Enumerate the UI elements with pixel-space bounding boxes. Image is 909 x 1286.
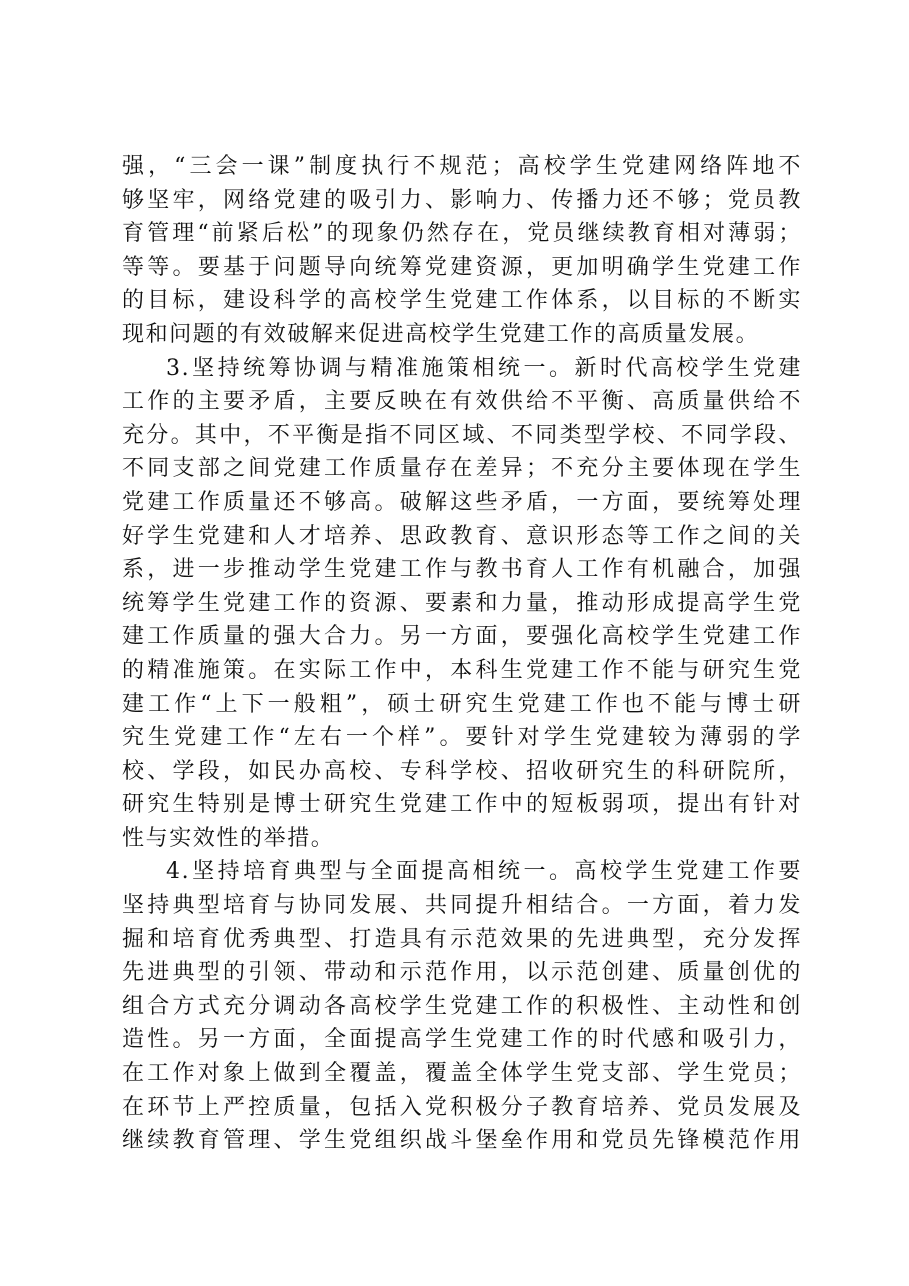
- text-line: 性与实效性的举措。: [122, 825, 335, 851]
- text-line: 掘和培育优秀典型、打造具有示范效果的先进典型，充分发挥: [122, 926, 802, 952]
- text-line: 继续教育管理、学生党组织战斗堡垒作用和党员先锋模范作用: [122, 1128, 802, 1154]
- paragraph-first-line: 3.坚持统筹协调与精准施策相统一。新时代高校学生党建: [166, 355, 802, 381]
- body-text: [122, 150, 802, 1158]
- text-line: 的目标，建设科学的高校学生党建工作体系，以目标的不断实: [122, 288, 802, 314]
- text-line: 工作的主要矛盾，主要反映在有效供给不平衡、高质量供给不: [122, 389, 802, 415]
- text-line: 系，进一步推动学生党建工作与教书育人工作有机融合，加强: [122, 557, 802, 583]
- text-line: 的精准施策。在实际工作中，本科生党建工作不能与研究生党: [122, 657, 802, 683]
- text-line: 研究生特别是博士研究生党建工作中的短板弱项，提出有针对: [122, 792, 802, 818]
- text-line: 现和问题的有效破解来促进高校学生党建工作的高质量发展。: [122, 321, 760, 347]
- text-line: 建工作质量的强大合力。另一方面，要强化高校学生党建工作: [122, 624, 802, 650]
- text-line: 强，“三会一课”制度执行不规范；高校学生党建网络阵地不: [122, 154, 802, 179]
- text-line: 究生党建工作“左右一个样”。要针对学生党建较为薄弱的学: [122, 725, 802, 751]
- text-line: 组合方式充分调动各高校学生党建工作的积极性、主动性和创: [122, 993, 802, 1019]
- paragraph-first-line: 4.坚持培育典型与全面提高相统一。高校学生党建工作要: [166, 859, 802, 885]
- text-line: 好学生党建和人才培养、思政教育、意识形态等工作之间的关: [122, 523, 802, 549]
- text-line: 党建工作质量还不够高。破解这些矛盾，一方面，要统筹处理: [122, 489, 802, 515]
- text-line: 坚持典型培育与协同发展、共同提升相结合。一方面，着力发: [122, 893, 802, 919]
- text-line: 够坚牢，网络党建的吸引力、影响力、传播力还不够；党员教: [122, 187, 802, 213]
- text-line: 育管理“前紧后松”的现象仍然存在，党员继续教育相对薄弱；: [122, 221, 802, 247]
- text-line: 等等。要基于问题导向统筹党建资源，更加明确学生党建工作: [122, 254, 802, 280]
- text-line: 造性。另一方面，全面提高学生党建工作的时代感和吸引力，: [122, 1027, 802, 1053]
- text-line: 不同支部之间党建工作质量存在差异；不充分主要体现在学生: [122, 456, 802, 482]
- text-line: 先进典型的引领、带动和示范作用，以示范创建、质量创优的: [122, 960, 802, 986]
- text-line: 建工作“上下一般粗”，硕士研究生党建工作也不能与博士研: [122, 691, 802, 717]
- text-line: 统筹学生党建工作的资源、要素和力量，推动形成提高学生党: [122, 590, 802, 616]
- text-line: 在环节上严控质量，包括入党积极分子教育培养、党员发展及: [122, 1094, 802, 1120]
- text-line: 在工作对象上做到全覆盖，覆盖全体学生党支部、学生党员；: [122, 1061, 802, 1087]
- text-line: 充分。其中，不平衡是指不同区域、不同类型学校、不同学段、: [122, 422, 802, 448]
- text-line: 校、学段，如民办高校、专科学校、招收研究生的科研院所，: [122, 758, 802, 784]
